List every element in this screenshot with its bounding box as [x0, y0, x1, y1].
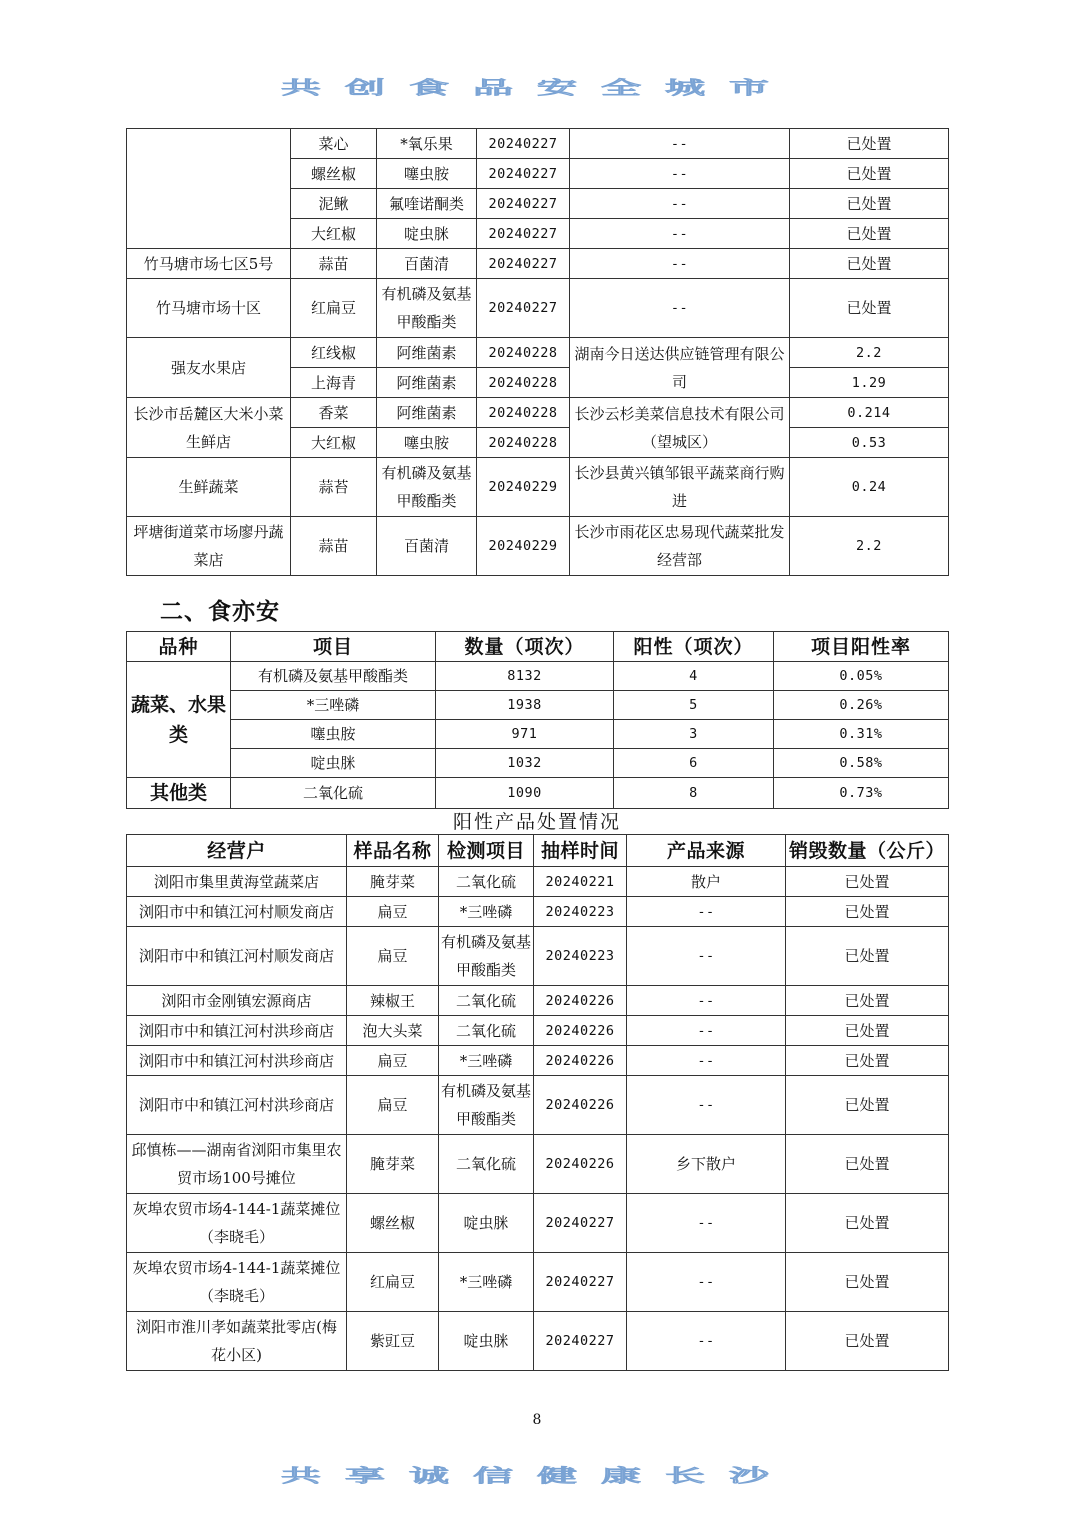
vendor-cell — [127, 129, 291, 249]
destroyed-cell: 已处置 — [786, 1046, 949, 1076]
destroyed-cell: 2.2 — [790, 517, 949, 576]
table-row — [127, 1253, 949, 1312]
sample-cell: 腌芽菜 — [347, 867, 439, 897]
date-cell: 20240226 — [534, 1016, 627, 1046]
sample-cell: 蒜苔 — [291, 458, 377, 517]
table-row — [127, 517, 949, 576]
vendor-cell: 长沙市岳麓区大米小菜生鲜店 — [127, 398, 291, 458]
table-caption: 阳性产品处置情况 — [452, 811, 621, 833]
destroyed-cell: 已处置 — [786, 1194, 949, 1253]
destroyed-cell: 1.29 — [790, 368, 949, 398]
sample-cell: 扁豆 — [347, 897, 439, 927]
destroyed-cell: 已处置 — [790, 249, 949, 279]
vendor-cell: 浏阳市集里黄海堂蔬菜店 — [127, 867, 347, 897]
source-cell: -- — [627, 1194, 786, 1253]
vendor-cell: 浏阳市中和镇江河村顺发商店 — [127, 897, 347, 927]
table-row — [127, 1016, 949, 1046]
vendor-cell: 浏阳市中和镇江河村洪珍商店 — [127, 1046, 347, 1076]
count-cell: 1938 — [436, 691, 614, 720]
destroyed-cell: 2.2 — [790, 338, 949, 368]
date-cell: 20240227 — [477, 219, 570, 249]
positive-products-table — [126, 834, 949, 1371]
item-cell: *三唑磷 — [231, 691, 436, 720]
destroyed-cell: 已处置 — [790, 189, 949, 219]
item-cell: 阿维菌素 — [377, 338, 477, 368]
source-cell: -- — [627, 1312, 786, 1371]
destroyed-cell: 已处置 — [786, 1312, 949, 1371]
rate-cell: 0.31% — [774, 720, 949, 749]
table-row — [127, 662, 949, 691]
sample-cell: 香菜 — [291, 398, 377, 428]
vendor-cell: 浏阳市中和镇江河村洪珍商店 — [127, 1076, 347, 1135]
table-row — [127, 1312, 949, 1371]
source-cell: 长沙县黄兴镇邹银平蔬菜商行购进 — [570, 458, 790, 517]
date-cell: 20240226 — [534, 1135, 627, 1194]
table-row — [127, 986, 949, 1016]
sample-cell: 腌芽菜 — [347, 1135, 439, 1194]
header-banner: 共创食品安全城市 — [281, 77, 793, 99]
table-row — [127, 778, 949, 809]
source-cell: -- — [570, 159, 790, 189]
source-cell: 散户 — [627, 867, 786, 897]
source-cell: 长沙市雨花区忠易现代蔬菜批发经营部 — [570, 517, 790, 576]
sample-cell: 上海青 — [291, 368, 377, 398]
table-row — [127, 1046, 949, 1076]
column-header: 经营户 — [127, 835, 347, 867]
category-cell: 其他类 — [127, 778, 231, 809]
vendor-cell: 强友水果店 — [127, 338, 291, 398]
date-cell: 20240228 — [477, 368, 570, 398]
destroyed-cell: 已处置 — [786, 1016, 949, 1046]
date-cell: 20240221 — [534, 867, 627, 897]
rate-cell: 0.05% — [774, 662, 949, 691]
date-cell: 20240228 — [477, 338, 570, 368]
item-cell: 二氧化硫 — [439, 1016, 534, 1046]
date-cell: 20240227 — [534, 1312, 627, 1371]
vendor-cell: 竹马塘市场七区5号 — [127, 249, 291, 279]
date-cell: 20240226 — [534, 1076, 627, 1135]
item-cell: 二氧化硫 — [439, 1135, 534, 1194]
source-cell: -- — [627, 1253, 786, 1312]
rate-cell: 0.26% — [774, 691, 949, 720]
date-cell: 20240227 — [534, 1194, 627, 1253]
destroyed-cell: 已处置 — [786, 927, 949, 986]
item-cell: *三唑磷 — [439, 1046, 534, 1076]
category-cell: 蔬菜、水果类 — [127, 662, 231, 778]
date-cell: 20240227 — [477, 279, 570, 338]
item-cell: 噻虫胺 — [231, 720, 436, 749]
table-row — [127, 691, 949, 720]
sample-cell: 红扁豆 — [291, 279, 377, 338]
item-cell: 啶虫脒 — [377, 219, 477, 249]
item-cell: 啶虫脒 — [439, 1194, 534, 1253]
source-cell: -- — [570, 249, 790, 279]
inspection-stats-table — [126, 631, 949, 809]
column-header: 阳性（项次） — [614, 632, 774, 662]
date-cell: 20240227 — [477, 189, 570, 219]
table-row — [127, 129, 949, 159]
table-row — [127, 749, 949, 778]
date-cell: 20240229 — [477, 517, 570, 576]
item-cell: 啶虫脒 — [231, 749, 436, 778]
destroyed-cell: 已处置 — [790, 159, 949, 189]
destroyed-cell: 已处置 — [786, 1076, 949, 1135]
sample-cell: 扁豆 — [347, 1046, 439, 1076]
date-cell: 20240229 — [477, 458, 570, 517]
positive-products-table-continued — [126, 128, 949, 576]
destroyed-cell: 0.214 — [790, 398, 949, 428]
source-cell: -- — [627, 1016, 786, 1046]
table-row — [127, 1135, 949, 1194]
column-header: 品种 — [127, 632, 231, 662]
positive-cell: 8 — [614, 778, 774, 809]
count-cell: 8132 — [436, 662, 614, 691]
vendor-cell: 生鲜蔬菜 — [127, 458, 291, 517]
source-cell: -- — [627, 1076, 786, 1135]
column-header: 项目 — [231, 632, 436, 662]
section-heading: 二、食亦安 — [160, 599, 280, 625]
positive-cell: 5 — [614, 691, 774, 720]
item-cell: *三唑磷 — [439, 897, 534, 927]
item-cell: 百菌清 — [377, 517, 477, 576]
destroyed-cell: 0.53 — [790, 428, 949, 458]
table-row — [127, 458, 949, 517]
vendor-cell: 灰埠农贸市场4-144-1蔬菜摊位（李晓毛） — [127, 1194, 347, 1253]
sample-cell: 菜心 — [291, 129, 377, 159]
destroyed-cell: 已处置 — [790, 219, 949, 249]
table-row — [127, 897, 949, 927]
column-header: 产品来源 — [627, 835, 786, 867]
vendor-cell: 浏阳市中和镇江河村洪珍商店 — [127, 1016, 347, 1046]
destroyed-cell: 已处置 — [786, 1135, 949, 1194]
sample-cell: 大红椒 — [291, 219, 377, 249]
table-row — [127, 398, 949, 428]
item-cell: 有机磷及氨基甲酸酯类 — [377, 279, 477, 338]
column-header: 项目阳性率 — [774, 632, 949, 662]
item-cell: 噻虫胺 — [377, 159, 477, 189]
source-cell: -- — [570, 219, 790, 249]
positive-cell: 4 — [614, 662, 774, 691]
item-cell: 有机磷及氨基甲酸酯类 — [231, 662, 436, 691]
table-row — [127, 279, 949, 338]
destroyed-cell: 已处置 — [786, 1253, 949, 1312]
vendor-cell: 竹马塘市场十区 — [127, 279, 291, 338]
item-cell: *氧乐果 — [377, 129, 477, 159]
date-cell: 20240223 — [534, 927, 627, 986]
item-cell: 二氧化硫 — [231, 778, 436, 809]
page-number: 8 — [532, 1412, 542, 1428]
destroyed-cell: 已处置 — [786, 986, 949, 1016]
column-header: 检测项目 — [439, 835, 534, 867]
sample-cell: 蒜苗 — [291, 249, 377, 279]
source-cell: 湖南今日送达供应链管理有限公司 — [570, 338, 790, 398]
sample-cell: 扁豆 — [347, 1076, 439, 1135]
sample-cell: 泥鳅 — [291, 189, 377, 219]
table-row — [127, 338, 949, 368]
table-row — [127, 1194, 949, 1253]
date-cell: 20240228 — [477, 398, 570, 428]
item-cell: 二氧化硫 — [439, 867, 534, 897]
date-cell: 20240227 — [534, 1253, 627, 1312]
source-cell: -- — [570, 279, 790, 338]
source-cell: 乡下散户 — [627, 1135, 786, 1194]
positive-cell: 3 — [614, 720, 774, 749]
sample-cell: 螺丝椒 — [291, 159, 377, 189]
destroyed-cell: 0.24 — [790, 458, 949, 517]
item-cell: 噻虫胺 — [377, 428, 477, 458]
sample-cell: 辣椒王 — [347, 986, 439, 1016]
vendor-cell: 坪塘街道菜市场廖丹蔬菜店 — [127, 517, 291, 576]
source-cell: -- — [627, 986, 786, 1016]
item-cell: 二氧化硫 — [439, 986, 534, 1016]
item-cell: 阿维菌素 — [377, 398, 477, 428]
rate-cell: 0.58% — [774, 749, 949, 778]
source-cell: -- — [627, 897, 786, 927]
table-header-row — [127, 632, 949, 662]
item-cell: *三唑磷 — [439, 1253, 534, 1312]
vendor-cell: 浏阳市中和镇江河村顺发商店 — [127, 927, 347, 986]
item-cell: 氟喹诺酮类 — [377, 189, 477, 219]
date-cell: 20240227 — [477, 249, 570, 279]
sample-cell: 紫豇豆 — [347, 1312, 439, 1371]
vendor-cell: 浏阳市淮川孝如蔬菜批零店(梅花小区) — [127, 1312, 347, 1371]
count-cell: 1032 — [436, 749, 614, 778]
table-row — [127, 867, 949, 897]
destroyed-cell: 已处置 — [786, 897, 949, 927]
table-row — [127, 720, 949, 749]
item-cell: 有机磷及氨基甲酸酯类 — [439, 1076, 534, 1135]
source-cell: -- — [627, 927, 786, 986]
date-cell: 20240228 — [477, 428, 570, 458]
item-cell: 百菌清 — [377, 249, 477, 279]
sample-cell: 泡大头菜 — [347, 1016, 439, 1046]
sample-cell: 扁豆 — [347, 927, 439, 986]
sample-cell: 螺丝椒 — [347, 1194, 439, 1253]
source-cell: -- — [627, 1046, 786, 1076]
column-header: 销毁数量（公斤） — [786, 835, 949, 867]
sample-cell: 红扁豆 — [347, 1253, 439, 1312]
count-cell: 971 — [436, 720, 614, 749]
positive-cell: 6 — [614, 749, 774, 778]
vendor-cell: 邱慎栋——湖南省浏阳市集里农贸市场100号摊位 — [127, 1135, 347, 1194]
vendor-cell: 灰埠农贸市场4-144-1蔬菜摊位（李晓毛） — [127, 1253, 347, 1312]
sample-cell: 红线椒 — [291, 338, 377, 368]
date-cell: 20240226 — [534, 986, 627, 1016]
date-cell: 20240227 — [477, 159, 570, 189]
destroyed-cell: 已处置 — [790, 129, 949, 159]
item-cell: 啶虫脒 — [439, 1312, 534, 1371]
source-cell: -- — [570, 189, 790, 219]
table-row — [127, 249, 949, 279]
table-row — [127, 1076, 949, 1135]
vendor-cell: 浏阳市金刚镇宏源商店 — [127, 986, 347, 1016]
column-header: 样品名称 — [347, 835, 439, 867]
date-cell: 20240226 — [534, 1046, 627, 1076]
table-row — [127, 927, 949, 986]
date-cell: 20240227 — [477, 129, 570, 159]
source-cell: -- — [570, 129, 790, 159]
rate-cell: 0.73% — [774, 778, 949, 809]
source-cell: 长沙云杉美菜信息技术有限公司（望城区） — [570, 398, 790, 458]
sample-cell: 大红椒 — [291, 428, 377, 458]
table-header-row — [127, 835, 949, 867]
destroyed-cell: 已处置 — [790, 279, 949, 338]
column-header: 抽样时间 — [534, 835, 627, 867]
item-cell: 有机磷及氨基甲酸酯类 — [377, 458, 477, 517]
item-cell: 有机磷及氨基甲酸酯类 — [439, 927, 534, 986]
sample-cell: 蒜苗 — [291, 517, 377, 576]
destroyed-cell: 已处置 — [786, 867, 949, 897]
date-cell: 20240223 — [534, 897, 627, 927]
item-cell: 阿维菌素 — [377, 368, 477, 398]
count-cell: 1090 — [436, 778, 614, 809]
column-header: 数量（项次） — [436, 632, 614, 662]
footer-banner: 共享诚信健康长沙 — [281, 1465, 793, 1487]
